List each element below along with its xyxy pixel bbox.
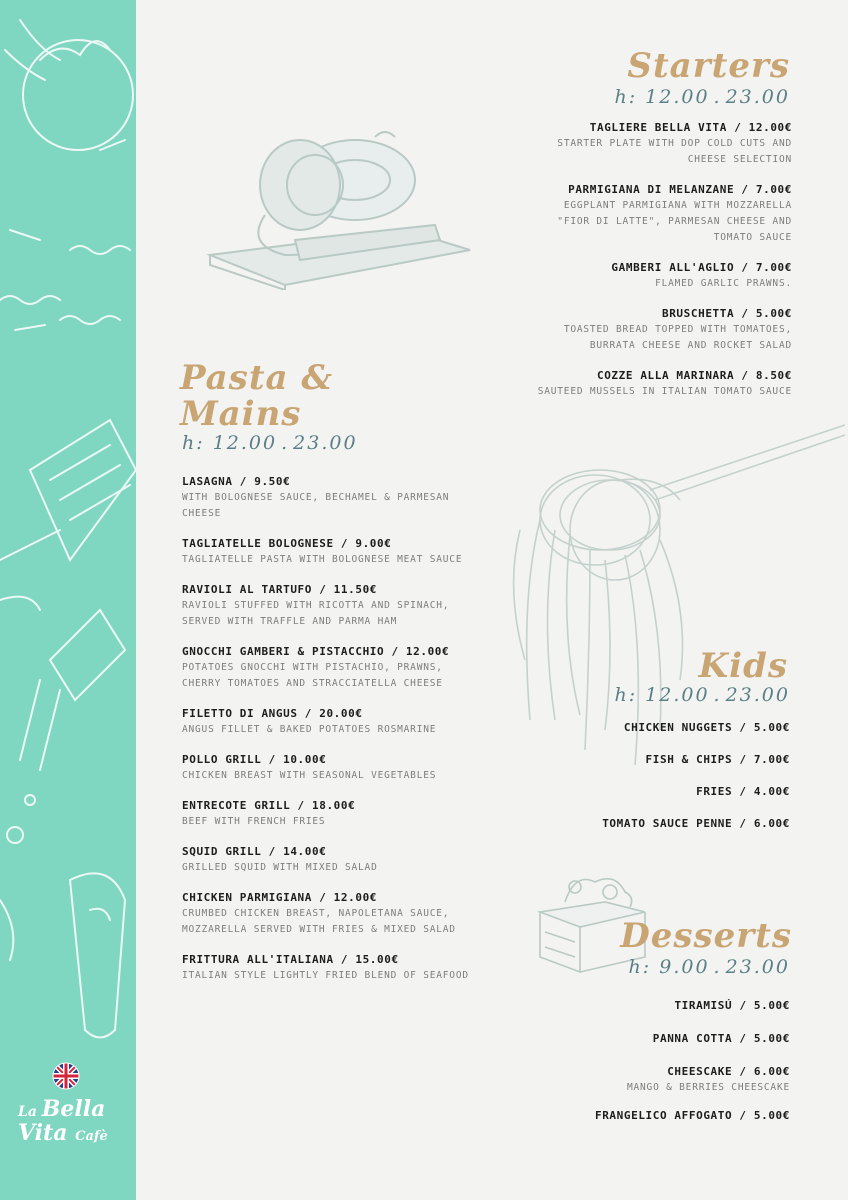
menu-item: [182, 752, 472, 784]
pasta-mains-title-line2: Mains: [180, 394, 302, 434]
item-name: LASAGNA / 9.50€: [182, 475, 291, 488]
item-name: CHEESCAKE / 6.00€: [667, 1065, 790, 1078]
menu-item: [492, 182, 792, 246]
pasta-fork-sketch-icon: [500, 420, 848, 770]
pasta-mains-hours: h: 12.00 . 23.00: [182, 432, 358, 454]
desserts-title: Desserts: [620, 916, 792, 956]
item-name: CHICKEN NUGGETS / 5.00€: [623, 721, 790, 734]
kids-title: Kids: [698, 646, 788, 686]
item-name: GNOCCHI GAMBERI & PISTACCHIO / 12.00€: [182, 645, 450, 658]
item-name: TOMATO SAUCE PENNE / 6.00€: [602, 817, 790, 830]
item-desc: SAUTEED MUSSELS IN ITALIAN TOMATO SAUCE: [537, 386, 792, 397]
salami-sketch-icon: [205, 125, 480, 290]
menu-item: [510, 1108, 790, 1124]
menu-item: [510, 1031, 790, 1047]
hours-prefix: h:: [614, 684, 638, 706]
hours-from: 12.00: [212, 432, 278, 454]
item-desc: RAVIOLI STUFFED WITH RICOTTA AND SPINACH, SERVED WITH TRAFFLE AND PARMA HAM: [182, 600, 450, 627]
item-desc: CHICKEN BREAST WITH SEASONAL VEGETABLES: [182, 770, 437, 781]
item-name: FILETTO DI ANGUS / 20.00€: [182, 707, 363, 720]
item-name: ENTRECOTE GRILL / 18.00€: [182, 799, 356, 812]
item-name: TAGLIATELLE BOLOGNESE / 9.00€: [182, 537, 392, 550]
item-desc: ANGUS FILLET & BAKED POTATOES ROSMARINE: [182, 724, 437, 735]
item-desc: BEEF WITH FRENCH FRIES: [182, 816, 326, 827]
item-name: PANNA COTTA / 5.00€: [652, 1032, 790, 1045]
hours-to: 23.00: [725, 684, 790, 706]
desserts-list: [510, 998, 790, 1141]
menu-item: [492, 306, 792, 354]
item-name: SQUID GRILL / 14.00€: [182, 845, 327, 858]
item-desc: MANGO & BERRIES CHEESCAKE: [627, 1082, 790, 1093]
item-name: FISH & CHIPS / 7.00€: [645, 753, 790, 766]
menu-item: [182, 952, 472, 984]
item-name: TAGLIERE BELLA VITA / 12.00€: [589, 121, 792, 134]
item-desc: EGGPLANT PARMIGIANA WITH MOZZARELLA "FIOR DI LATTE", PARMESAN CHEESE AND TOMATO SAUCE: [557, 200, 792, 243]
item-desc: TAGLIATELLE PASTA WITH BOLOGNESE MEAT SAUCE: [182, 554, 463, 565]
item-name: FRITTURA ALL'ITALIANA / 15.00€: [182, 953, 399, 966]
kids-list: [510, 720, 790, 848]
logo-prefix: La: [18, 1104, 37, 1120]
hours-prefix: h:: [628, 956, 652, 978]
menu-item: [492, 368, 792, 400]
starters-list: [492, 120, 792, 414]
menu-item: [510, 998, 790, 1014]
hours-to: 23.00: [293, 432, 358, 454]
menu-item: [182, 890, 472, 938]
hours-from: 9.00: [659, 956, 710, 978]
item-desc: CRUMBED CHICKEN BREAST, NAPOLETANA SAUCE, MOZZARELLA SERVED WITH FRIES & MIXED SALAD: [182, 908, 456, 935]
pasta-mains-title: [180, 360, 333, 432]
logo-bella: Bella: [41, 1096, 106, 1122]
pasta-mains-list: [182, 474, 472, 998]
logo-vita: Vita: [18, 1120, 68, 1146]
hours-prefix: h:: [182, 432, 205, 454]
item-desc: POTATOES GNOCCHI WITH PISTACHIO, PRAWNS, CHERRY TOMATOES AND STRACCIATELLA CHEESE: [182, 662, 443, 689]
item-name: BRUSCHETTA / 5.00€: [661, 307, 792, 320]
menu-item: [182, 536, 472, 568]
hours-prefix: h:: [614, 86, 638, 108]
item-desc: FLAMED GARLIC PRAWNS.: [655, 278, 792, 289]
starters-hours: h: 12.00 . 23.00: [614, 86, 790, 108]
menu-item: [492, 260, 792, 292]
food-doodles-icon: [0, 0, 136, 1200]
item-desc: STARTER PLATE WITH DOP COLD CUTS AND CHEESE SELECTION: [557, 138, 792, 165]
starters-title: Starters: [627, 46, 790, 86]
menu-item: [182, 844, 472, 876]
menu-item: [510, 752, 790, 768]
hours-from: 12.00: [645, 86, 710, 108]
menu-item: [492, 120, 792, 168]
menu-item: [510, 720, 790, 736]
menu-item: [510, 1064, 790, 1096]
desserts-hours: h: 9.00 . 23.00: [628, 956, 790, 978]
item-desc: WITH BOLOGNESE SAUCE, BECHAMEL & PARMESAN CHEESE: [182, 492, 450, 519]
sidebar-panel: [0, 0, 136, 1200]
item-name: FRANGELICO AFFOGATO / 5.00€: [594, 1109, 790, 1122]
uk-flag-icon: [52, 1062, 80, 1090]
hours-to: 23.00: [725, 956, 790, 978]
item-name: COZZE ALLA MARINARA / 8.50€: [596, 369, 792, 382]
pasta-mains-title-line1: Pasta &: [180, 358, 334, 398]
menu-item: [510, 816, 790, 832]
item-name: GAMBERI ALL'AGLIO / 7.00€: [611, 261, 792, 274]
kids-hours: h: 12.00 . 23.00: [614, 684, 790, 706]
item-name: FRIES / 4.00€: [696, 785, 790, 798]
item-desc: GRILLED SQUID WITH MIXED SALAD: [182, 862, 378, 873]
item-name: TIRAMISÚ / 5.00€: [674, 999, 790, 1012]
hours-from: 12.00: [645, 684, 710, 706]
logo-cafe: Cafè: [75, 1129, 108, 1144]
item-desc: ITALIAN STYLE LIGHTLY FRIED BLEND OF SEAFOOD: [182, 970, 469, 981]
item-desc: TOASTED BREAD TOPPED WITH TOMATOES, BURRATA CHEESE AND ROCKET SALAD: [563, 324, 792, 351]
menu-item: [182, 798, 472, 830]
menu-item: [182, 706, 472, 738]
hours-to: 23.00: [725, 86, 790, 108]
menu-item: [510, 784, 790, 800]
item-name: RAVIOLI AL TARTUFO / 11.50€: [182, 583, 378, 596]
menu-item: [182, 582, 472, 630]
item-name: POLLO GRILL / 10.00€: [182, 753, 327, 766]
menu-item: [182, 644, 472, 692]
item-name: PARMIGIANA DI MELANZANE / 7.00€: [568, 183, 792, 196]
item-name: CHICKEN PARMIGIANA / 12.00€: [182, 891, 378, 904]
menu-item: [182, 474, 472, 522]
